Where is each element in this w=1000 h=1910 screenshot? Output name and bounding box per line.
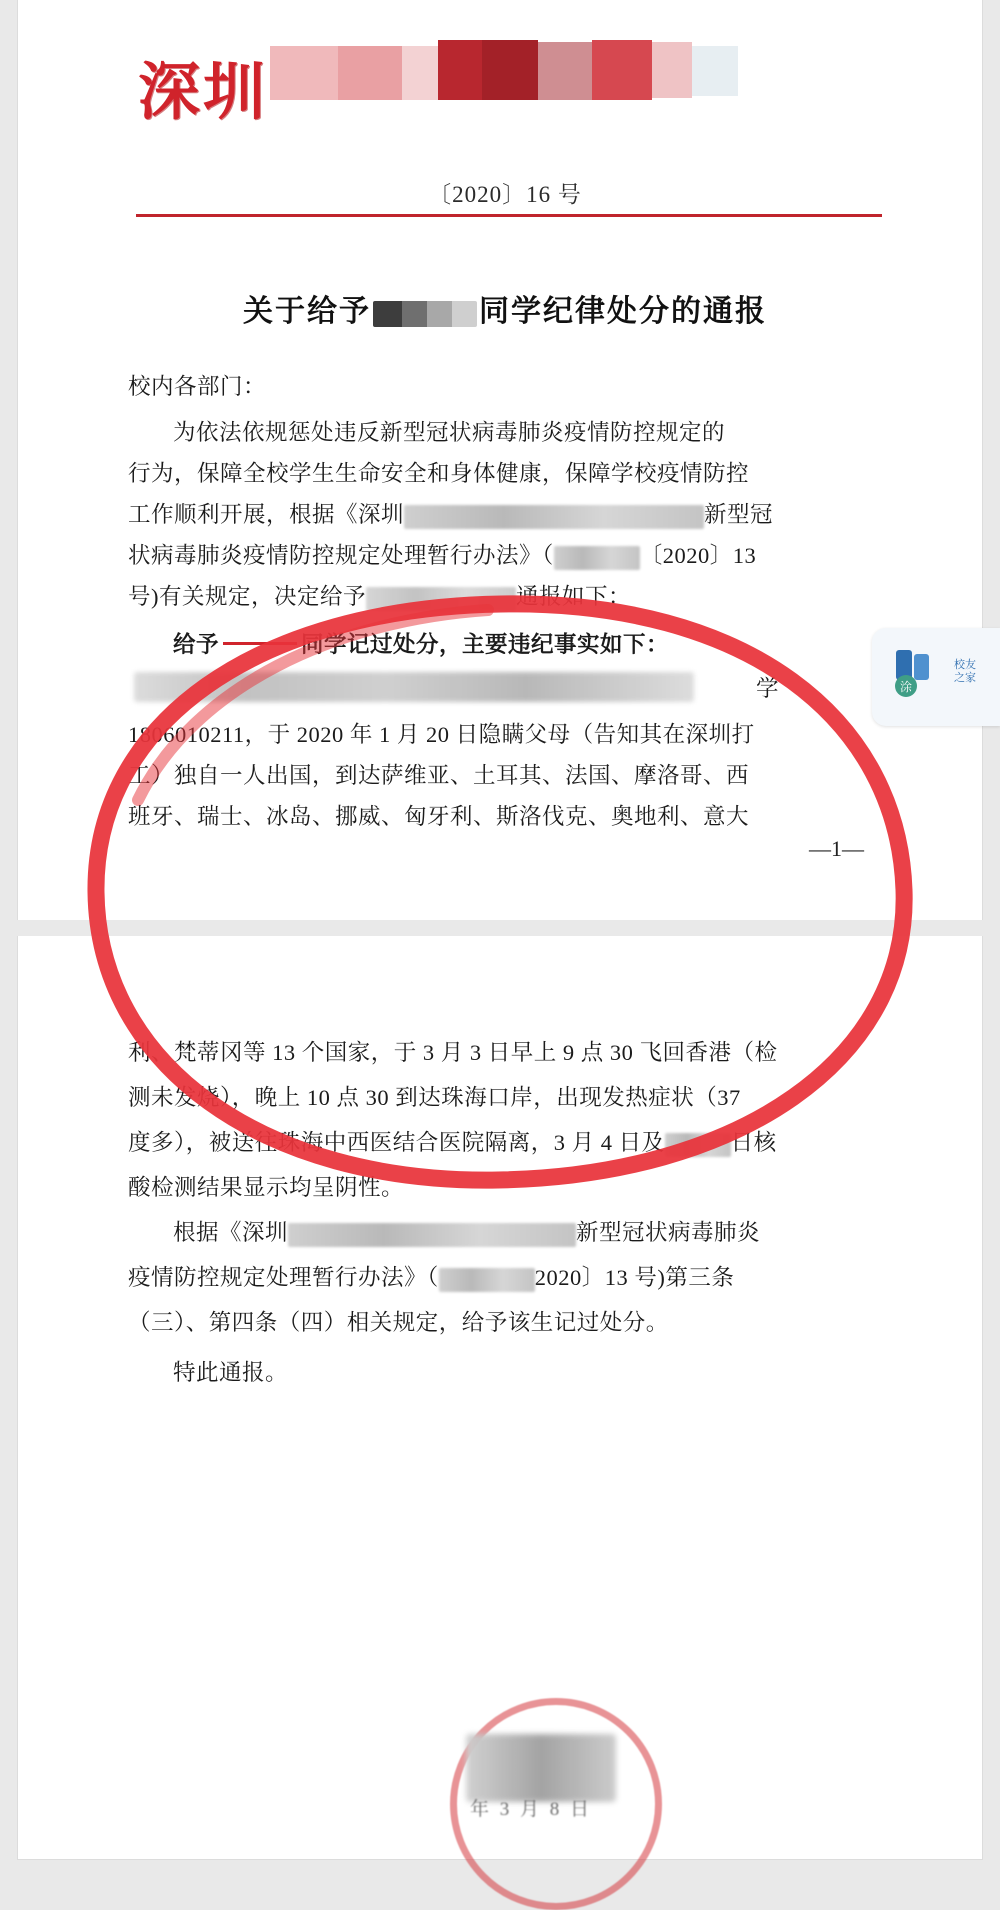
p2-line-3-b: 日核 bbox=[730, 1130, 777, 1155]
body-line-10: 班牙、瑞士、冰岛、挪威、匈牙利、斯洛伐克、奥地利、意大 bbox=[128, 804, 750, 829]
redaction-blur bbox=[404, 505, 704, 529]
p2-line-5-b: 新型冠状病毒肺炎 bbox=[576, 1220, 761, 1245]
p2-line-5 bbox=[128, 1212, 882, 1253]
title-prefix: 关于给予 bbox=[243, 295, 371, 328]
body-line-4-b: 〔2020〕13 bbox=[639, 543, 757, 568]
p2-line-5-a: 根据《深圳 bbox=[173, 1220, 289, 1245]
body-line-6-b: 同学记过处分，主要违纪事实如下： bbox=[301, 632, 670, 657]
p2-line-3 bbox=[128, 1122, 882, 1163]
p2-line-8: 特此通报。 bbox=[173, 1360, 289, 1385]
page-number-1: —1— bbox=[809, 836, 864, 861]
sticker-label-line1: 校友 bbox=[954, 658, 976, 671]
masthead-text: 深圳 bbox=[138, 55, 269, 128]
body-line-9: 工）独自一人出国，到达萨维亚、土耳其、法国、摩洛哥、西 bbox=[128, 763, 750, 788]
redaction-blur bbox=[439, 1268, 535, 1292]
sticker-label bbox=[942, 658, 988, 684]
body-line-7-tail: 学 bbox=[756, 676, 792, 701]
p2-line-6 bbox=[128, 1257, 882, 1298]
official-red-stamp bbox=[430, 1676, 670, 1859]
red-strikethrough bbox=[223, 642, 297, 645]
page-separator bbox=[0, 920, 1000, 936]
document-page-1 bbox=[18, 0, 982, 920]
body-line-4 bbox=[128, 535, 882, 576]
sticker-label-line2: 之家 bbox=[954, 671, 976, 684]
body-line-3-a: 工作顺利开展，根据《深圳 bbox=[128, 502, 405, 527]
redaction-blur bbox=[288, 1223, 576, 1247]
p2-line-6-b: 2020〕13 号)第三条 bbox=[534, 1265, 735, 1290]
page-1-content bbox=[128, 0, 882, 920]
salutation: 校内各部门： bbox=[128, 374, 267, 399]
p2-line-6-a: 疫情防控规定处理暂行办法》（ bbox=[128, 1265, 439, 1290]
red-horizontal-rule bbox=[136, 214, 882, 217]
body-line-3-b: 新型冠 bbox=[704, 502, 774, 527]
stamp-date: 年 3 月 8 日 bbox=[470, 1799, 593, 1820]
p2-line-1: 利、梵蒂冈等 13 个国家，于 3 月 3 日早上 9 点 30 飞回香港（检 bbox=[128, 1040, 778, 1065]
p2-line-4: 酸检测结果显示均呈阴性。 bbox=[128, 1175, 405, 1200]
p2-line-3-a: 度多），被送往珠海中西医结合医院隔离，3 月 4 日及 bbox=[128, 1130, 665, 1155]
p2-line-7: （三）、第四条（四）相关规定，给予该生记过处分。 bbox=[128, 1310, 669, 1335]
body-line-4-a: 状病毒肺炎疫情防控规定处理暂行办法》（ bbox=[128, 543, 554, 568]
body-line-6-bold bbox=[128, 624, 882, 665]
body-line-5-a: 号)有关规定，决定给予 bbox=[128, 584, 366, 609]
body-line-2: 行为，保障全校学生生命安全和身体健康，保障学校疫情防控 bbox=[128, 461, 750, 486]
title-suffix: 同学纪律处分的通报 bbox=[479, 295, 767, 328]
body-line-3 bbox=[128, 494, 882, 535]
p2-line-2: 测未发烧），晚上 10 点 30 到达珠海口岸，出现发热症状（37 bbox=[128, 1085, 741, 1110]
redaction-blur bbox=[366, 587, 516, 611]
body-line-6-a: 给予 bbox=[173, 632, 220, 657]
page-title bbox=[128, 286, 882, 330]
body-line-8: 1806010211，于 2020 年 1 月 20 日隐瞒父母（告知其在深圳打 bbox=[128, 722, 755, 747]
body-line-5-b: 通报如下： bbox=[516, 584, 632, 609]
document-number: 〔2020〕16 号 bbox=[428, 182, 582, 207]
redaction-blur bbox=[665, 1133, 731, 1157]
body-line-5 bbox=[128, 576, 882, 617]
redacted-personal-info-line bbox=[134, 672, 694, 702]
body-line-1: 为依法依规惩处违反新型冠状病毒肺炎疫情防控规定的 bbox=[173, 420, 726, 445]
name-redaction-block bbox=[373, 301, 477, 327]
stamp-redaction-blur bbox=[466, 1734, 616, 1802]
redaction-blur bbox=[554, 546, 640, 570]
svg-text:涂: 涂 bbox=[899, 680, 913, 694]
app-watermark-sticker[interactable] bbox=[872, 628, 1000, 726]
app-badge-icon bbox=[888, 646, 940, 698]
